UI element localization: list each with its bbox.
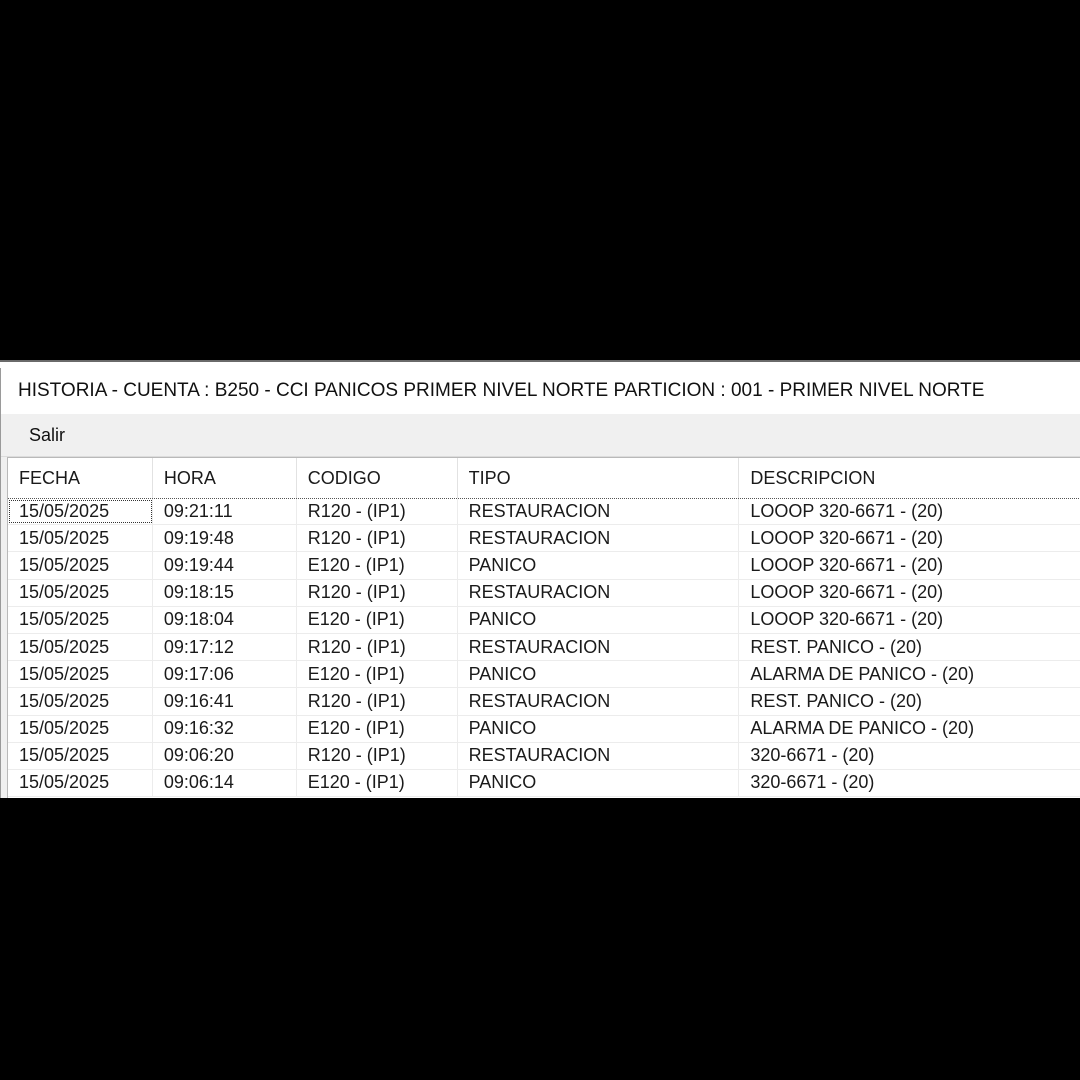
cell-tipo: RESTAURACION [458,743,740,769]
cell-hora: 09:18:15 [153,580,297,606]
cell-tipo: RESTAURACION [458,499,740,524]
column-header-tipo[interactable]: TIPO [458,458,740,498]
cell-hora: 09:21:11 [153,499,297,524]
table-row[interactable] [8,607,1080,634]
cell-descripcion: LOOOP 320-6671 - (20) [750,501,944,522]
cell-codigo: E120 - (IP1) [297,716,458,742]
cell-fecha: 15/05/2025 [8,607,153,633]
column-header-fecha[interactable]: FECHA [8,458,153,498]
history-list-view[interactable] [7,457,1080,798]
cell-fecha: 15/05/2025 [8,661,153,687]
table-row[interactable] [8,716,1080,743]
cell-hora: 09:06:14 [153,770,297,796]
cell-tipo: RESTAURACION [458,580,740,606]
cell-codigo: R120 - (IP1) [297,743,458,769]
window-title-bar [1,368,1080,414]
cell-tipo: PANICO [458,661,740,687]
table-row[interactable] [8,770,1080,797]
cell-fecha: 15/05/2025 [8,499,153,524]
list-body [8,498,1080,797]
table-row[interactable] [8,743,1080,770]
cell-tipo: PANICO [458,607,740,633]
cell-codigo: E120 - (IP1) [297,552,458,578]
table-row[interactable] [8,661,1080,688]
table-row[interactable] [8,525,1080,552]
column-header-hora[interactable]: HORA [153,458,297,498]
cell-descripcion: REST. PANICO - (20) [750,690,923,711]
cell-hora: 09:17:06 [153,661,297,687]
cell-descripcion: ALARMA DE PANICO - (20) [750,718,975,739]
cell-fecha: 15/05/2025 [8,770,153,796]
table-row[interactable] [8,498,1080,525]
cell-tipo: RESTAURACION [458,688,740,714]
table-row[interactable] [8,552,1080,579]
cell-descripcion: LOOOP 320-6671 - (20) [750,527,944,548]
table-row[interactable] [8,634,1080,661]
cell-descripcion: LOOOP 320-6671 - (20) [750,582,944,603]
cell-hora: 09:19:48 [153,525,297,551]
cell-hora: 09:06:20 [153,743,297,769]
menu-bar [1,414,1080,457]
cell-tipo: PANICO [458,770,740,796]
cell-codigo: E120 - (IP1) [297,607,458,633]
cell-codigo: R120 - (IP1) [297,499,458,524]
cell-hora: 09:16:41 [153,688,297,714]
cell-fecha: 15/05/2025 [8,634,153,660]
cell-fecha: 15/05/2025 [8,688,153,714]
cell-tipo: RESTAURACION [458,525,740,551]
cell-codigo: R120 - (IP1) [297,580,458,606]
cell-hora: 09:19:44 [153,552,297,578]
cell-descripcion: 320-6671 - (20) [750,745,875,766]
cell-hora: 09:17:12 [153,634,297,660]
table-row[interactable] [8,580,1080,607]
cell-descripcion: LOOOP 320-6671 - (20) [750,554,944,575]
cell-tipo: RESTAURACION [458,634,740,660]
cell-fecha: 15/05/2025 [8,580,153,606]
cell-descripcion: ALARMA DE PANICO - (20) [750,663,975,684]
window-title: HISTORIA - CUENTA : B250 - CCI PANICOS PRIMER NIVEL NORTE PARTICION : 001 - PRIMER NIVEL NORTE [18,380,985,401]
cell-fecha: 15/05/2025 [8,525,153,551]
menu-item-salir[interactable]: Salir [29,424,66,445]
cell-codigo: R120 - (IP1) [297,688,458,714]
list-header [8,458,1080,498]
cell-fecha: 15/05/2025 [8,743,153,769]
column-header-descripcion[interactable]: DESCRIPCION [750,467,876,488]
cell-descripcion: REST. PANICO - (20) [750,636,923,657]
cell-descripcion: LOOOP 320-6671 - (20) [750,609,944,630]
cell-codigo: R120 - (IP1) [297,634,458,660]
cell-hora: 09:18:04 [153,607,297,633]
cell-tipo: PANICO [458,716,740,742]
cell-fecha: 15/05/2025 [8,552,153,578]
cell-codigo: E120 - (IP1) [297,661,458,687]
cell-tipo: PANICO [458,552,740,578]
history-dialog [0,368,1080,798]
table-row[interactable] [8,688,1080,715]
cell-fecha: 15/05/2025 [8,716,153,742]
cell-codigo: E120 - (IP1) [297,770,458,796]
cell-hora: 09:16:32 [153,716,297,742]
cell-descripcion: 320-6671 - (20) [750,772,875,793]
cell-codigo: R120 - (IP1) [297,525,458,551]
column-header-codigo[interactable]: CODIGO [297,458,458,498]
